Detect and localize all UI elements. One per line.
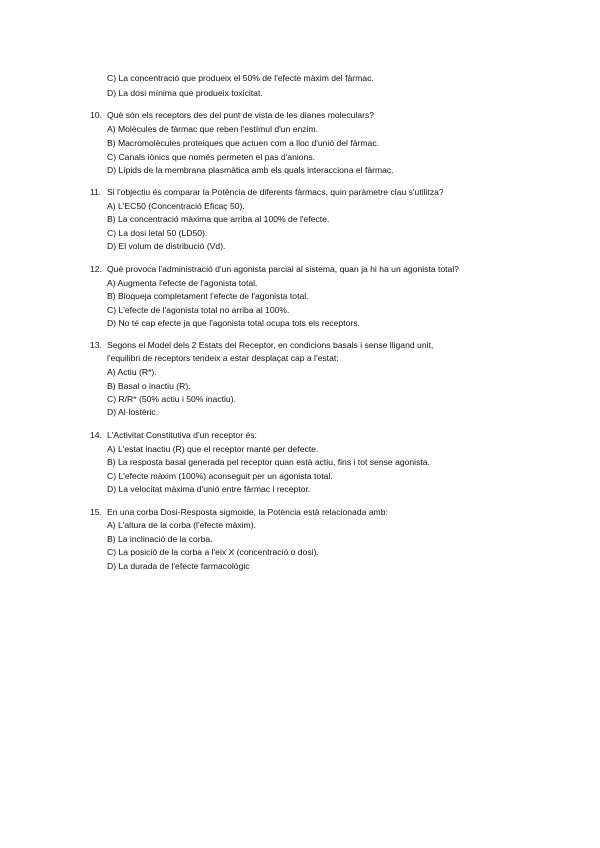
question-14-option-a: A) L'estat inactiu (R) que el receptor manté per defecte. [107, 444, 319, 454]
question-15-option-d: D) La durada de l'efecte farmacològic [107, 561, 250, 571]
question-13-option-d: D) Al·lostèric. [107, 407, 159, 417]
question-number-15: 15. [90, 507, 102, 517]
question-15-option-a: A) L'altura de la corba (l'efecte màxim). [107, 520, 256, 530]
question-14-option-c: C) L'efecte màxim (100%) aconseguit per un agonista total. [107, 471, 333, 481]
question-13-stem-line-1: Segons el Model dels 2 Estats del Receptor, en condicions basals i sense lligand unit, [107, 340, 434, 350]
question-12-option-c: C) L'efecte de l'agonista total no arriba al 100%. [107, 305, 290, 315]
question-13-option-a: A) Actiu (R*). [107, 367, 157, 377]
question-11-option-c: C) La dosi letal 50 (LD50). [107, 228, 208, 238]
question-12-option-a: A) Augmenta l'efecte de l'agonista total. [107, 278, 258, 288]
question-10-option-a: A) Molècules de fàrmac que reben l'estímul d'un enzim. [107, 124, 319, 134]
question-15-stem: En una corba Dosi-Resposta sigmoide, la Potència està relacionada amb: [107, 507, 388, 517]
question-10-option-b: B) Macromolècules proteiques que actuen com a lloc d'unió del fàrmac. [107, 138, 380, 148]
question-12-option-d: D) No té cap efecte ja que l'agonista total ocupa tots els receptors. [107, 318, 360, 328]
prev-option-d: D) La dosi mínima que produeix toxicitat. [107, 88, 263, 98]
question-11-option-d: D) El volum de distribució (Vd). [107, 241, 226, 251]
prev-option-c: C) La concentració que produeix el 50% de l'efecte màxim del fàrmac. [107, 73, 374, 83]
question-10-option-c: C) Canals iònics que només permeten el pas d'anions. [107, 152, 316, 162]
question-11-stem: Si l'objectiu és comparar la Potència de diferents fàrmacs, quin paràmetre clau s'utilitza? [107, 187, 444, 197]
question-12-stem: Què provoca l'administració d'un agonista parcial al sistema, quan ja hi ha un agonista total? [107, 264, 460, 274]
question-14-stem: L'Activitat Constitutiva d'un receptor és: [107, 430, 257, 440]
question-15-option-b: B) La inclinació de la corba. [107, 534, 213, 544]
question-number-12: 12. [90, 264, 102, 274]
question-10-option-d: D) Lípids de la membrana plasmàtica amb els quals interacciona el fàrmac. [107, 165, 394, 175]
question-10-stem: Què són els receptors des del punt de vista de les dianes moleculars? [107, 110, 375, 120]
question-11-option-b: B) La concentració màxima que arriba al 100% de l'efecte. [107, 214, 330, 224]
question-number-10: 10. [90, 110, 102, 120]
question-15-option-c: C) La posició de la corba a l'eix X (concentració o dosi). [107, 547, 319, 557]
question-11-option-a: A) L'EC50 (Concentració Eficaç 50). [107, 201, 245, 211]
question-number-14: 14. [90, 430, 102, 440]
question-14-option-b: B) La resposta basal generada pel receptor quan està actiu, fins i tot sense agonista. [107, 457, 430, 467]
question-number-13: 13. [90, 340, 102, 350]
question-13-option-b: B) Basal o inactiu (R). [107, 381, 191, 391]
question-14-option-d: D) La velocitat màxima d'unió entre fàrmac i receptor. [107, 484, 311, 494]
question-12-option-b: B) Bloqueja completament l'efecte de l'agonista total. [107, 291, 309, 301]
question-13-stem-line-2: l'equilibri de receptors tendeix a estar desplaçat cap a l'estat: [107, 353, 339, 363]
question-13-option-c: C) R/R* (50% actiu i 50% inactiu). [107, 394, 236, 404]
question-number-11: 11. [90, 187, 102, 197]
